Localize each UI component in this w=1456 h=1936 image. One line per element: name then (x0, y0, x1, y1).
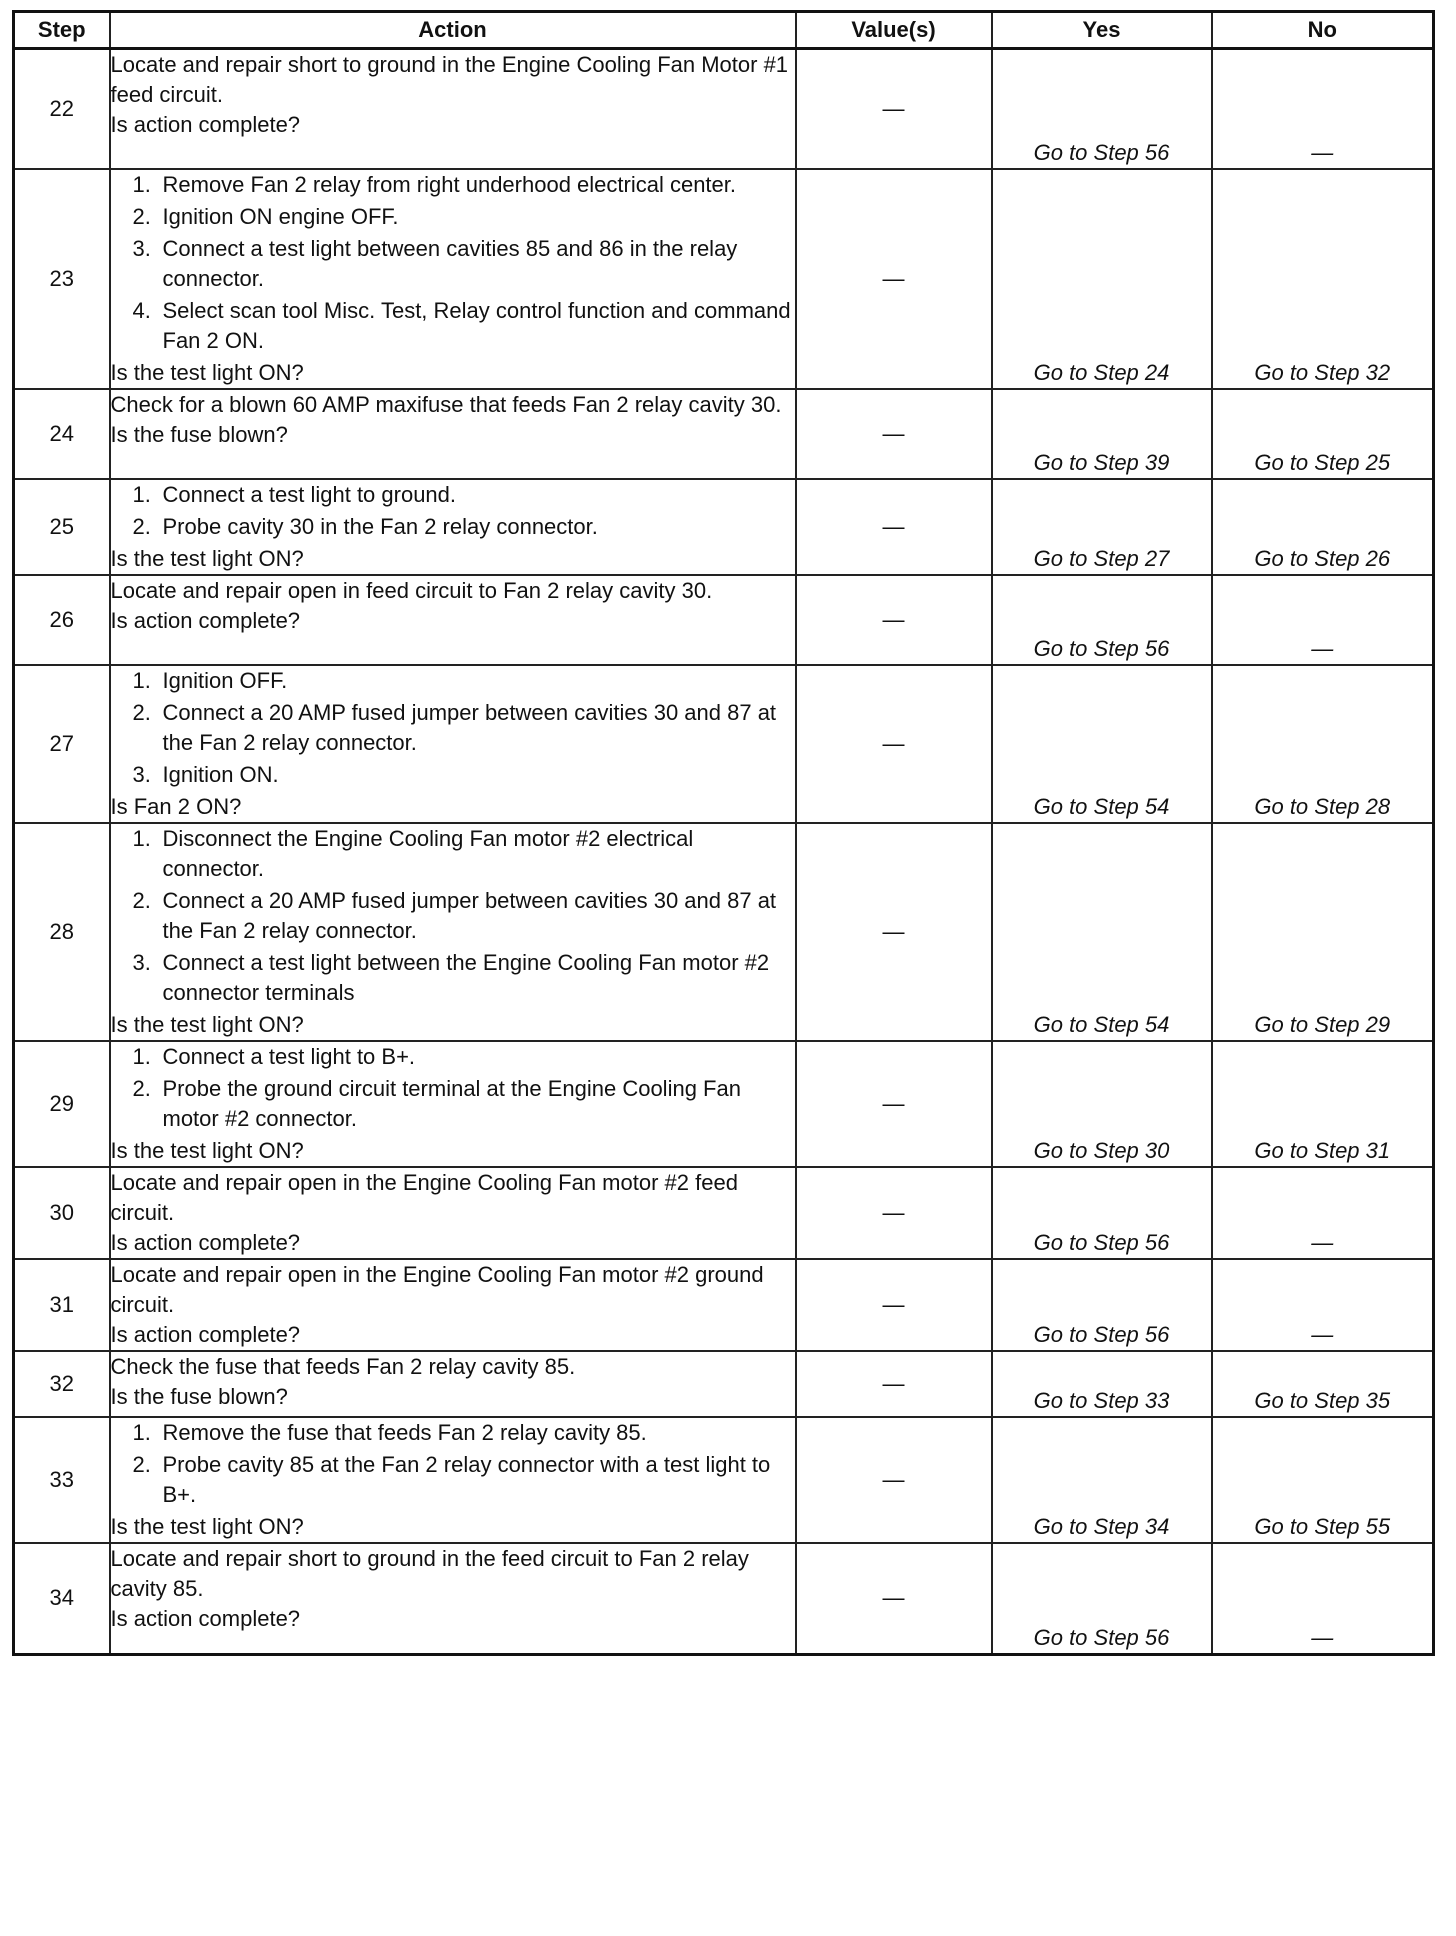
action-question: Is the test light ON? (110, 1137, 304, 1163)
action-step-number: 3. (132, 949, 151, 975)
action-question: Is action complete? (110, 1229, 301, 1255)
diagnostic-table (12, 10, 1435, 1656)
action-question: Is action complete? (110, 1321, 301, 1347)
step-number: 23 (14, 169, 110, 389)
table-row (14, 1259, 1434, 1351)
action-step-number: 2. (132, 513, 151, 539)
value-cell: — (796, 575, 992, 665)
step-number: 27 (14, 665, 110, 823)
yes-cell: Go to Step 56 (992, 1259, 1212, 1351)
action-step-item (111, 1074, 795, 1134)
value-cell: — (796, 49, 992, 169)
table-row (14, 1543, 1434, 1655)
no-cell: Go to Step 25 (1212, 389, 1434, 479)
action-text: Locate and repair open in the Engine Cooling Fan motor #2 ground circuit. (110, 1261, 764, 1317)
action-step-item (111, 824, 795, 884)
action-step-number: 1. (132, 1419, 151, 1445)
step-number: 22 (14, 49, 110, 169)
action-step-number: 4. (132, 297, 151, 323)
yes-cell: Go to Step 30 (992, 1041, 1212, 1167)
header-action: Action (110, 12, 796, 49)
table-row (14, 665, 1434, 823)
action-question: Is the fuse blown? (110, 421, 288, 447)
action-question: Is the test light ON? (110, 545, 304, 571)
action-step-number: 1. (132, 171, 151, 197)
value-cell: — (796, 1351, 992, 1417)
action-text: Locate and repair open in the Engine Cooling Fan motor #2 feed circuit. (110, 1169, 738, 1225)
value-cell: — (796, 389, 992, 479)
table-row (14, 1417, 1434, 1543)
action-question: Is the test light ON? (110, 359, 304, 385)
action-step-item (111, 170, 795, 200)
yes-cell: Go to Step 54 (992, 823, 1212, 1041)
yes-cell: Go to Step 56 (992, 1167, 1212, 1259)
action-cell (110, 665, 796, 823)
yes-cell: Go to Step 56 (992, 575, 1212, 665)
action-step-item (111, 480, 795, 510)
no-cell: — (1212, 575, 1434, 665)
action-step-number: 3. (132, 761, 151, 787)
action-cell (110, 1351, 796, 1417)
action-cell (110, 1259, 796, 1351)
table-row (14, 389, 1434, 479)
yes-cell: Go to Step 56 (992, 1543, 1212, 1655)
step-number: 25 (14, 479, 110, 575)
action-step-text: Connect a test light between the Engine Cooling Fan motor #2 connector terminals (162, 949, 770, 1005)
action-step-number: 2. (132, 887, 151, 913)
action-step-item (111, 296, 795, 356)
action-question: Is action complete? (110, 1605, 301, 1631)
action-step-text: Connect a test light to ground. (162, 481, 457, 507)
action-step-item (111, 666, 795, 696)
action-text: Locate and repair short to ground in the Engine Cooling Fan Motor #1 feed circuit. (110, 52, 789, 107)
action-cell (110, 169, 796, 389)
action-step-text: Connect a 20 AMP fused jumper between cavities 30 and 87 at the Fan 2 relay connector. (162, 887, 777, 943)
step-number: 29 (14, 1041, 110, 1167)
action-step-text: Disconnect the Engine Cooling Fan motor #2 electrical connector. (162, 825, 694, 881)
yes-cell: Go to Step 54 (992, 665, 1212, 823)
action-question: Is action complete? (110, 112, 301, 137)
action-step-text: Connect a test light to B+. (162, 1043, 416, 1069)
step-number: 24 (14, 389, 110, 479)
action-steps (111, 1042, 795, 1134)
no-cell: Go to Step 32 (1212, 169, 1434, 389)
action-step-number: 1. (132, 1043, 151, 1069)
action-step-text: Remove the fuse that feeds Fan 2 relay cavity 85. (162, 1419, 647, 1445)
no-cell: Go to Step 31 (1212, 1041, 1434, 1167)
value-cell: — (796, 1041, 992, 1167)
table-row (14, 49, 1434, 169)
step-number: 31 (14, 1259, 110, 1351)
header-step: Step (14, 12, 110, 49)
header-values: Value(s) (796, 12, 992, 49)
action-step-item (111, 1042, 795, 1072)
no-cell: Go to Step 29 (1212, 823, 1434, 1041)
no-cell: Go to Step 28 (1212, 665, 1434, 823)
table-row (14, 1167, 1434, 1259)
value-cell: — (796, 1417, 992, 1543)
yes-cell: Go to Step 33 (992, 1351, 1212, 1417)
table-header (14, 12, 1434, 49)
action-text: Check the fuse that feeds Fan 2 relay cavity 85. (110, 1353, 576, 1379)
action-step-number: 1. (132, 481, 151, 507)
action-cell (110, 1167, 796, 1259)
yes-cell: Go to Step 56 (992, 49, 1212, 169)
action-text: Locate and repair short to ground in the feed circuit to Fan 2 relay cavity 85. (110, 1545, 749, 1601)
value-cell: — (796, 823, 992, 1041)
action-step-item (111, 698, 795, 758)
step-number: 34 (14, 1543, 110, 1655)
no-cell: Go to Step 35 (1212, 1351, 1434, 1417)
action-step-number: 1. (132, 667, 151, 693)
action-steps (111, 170, 795, 356)
action-step-text: Connect a test light between cavities 85 and 86 in the relay connector. (162, 235, 738, 291)
action-cell (110, 389, 796, 479)
no-cell: — (1212, 1167, 1434, 1259)
table-row (14, 823, 1434, 1041)
action-cell (110, 823, 796, 1041)
value-cell: — (796, 665, 992, 823)
action-question: Is action complete? (110, 607, 301, 633)
yes-cell: Go to Step 39 (992, 389, 1212, 479)
action-text: Check for a blown 60 AMP maxifuse that feeds Fan 2 relay cavity 30. (110, 391, 782, 417)
action-step-number: 2. (132, 699, 151, 725)
action-step-number: 2. (132, 1451, 151, 1477)
action-step-item (111, 234, 795, 294)
yes-cell: Go to Step 27 (992, 479, 1212, 575)
action-cell (110, 1543, 796, 1655)
action-steps (111, 1418, 795, 1510)
value-cell: — (796, 479, 992, 575)
action-step-item (111, 948, 795, 1008)
yes-cell: Go to Step 34 (992, 1417, 1212, 1543)
action-step-number: 3. (132, 235, 151, 261)
action-step-text: Connect a 20 AMP fused jumper between cavities 30 and 87 at the Fan 2 relay connector. (162, 699, 777, 755)
action-step-item (111, 1450, 795, 1510)
action-step-text: Select scan tool Misc. Test, Relay control function and command Fan 2 ON. (162, 297, 791, 353)
step-number: 28 (14, 823, 110, 1041)
no-cell: — (1212, 1259, 1434, 1351)
action-steps (111, 666, 795, 790)
action-cell (110, 575, 796, 665)
no-cell: — (1212, 49, 1434, 169)
header-no: No (1212, 12, 1434, 49)
action-cell (110, 1041, 796, 1167)
action-cell (110, 479, 796, 575)
step-number: 30 (14, 1167, 110, 1259)
action-question: Is the test light ON? (110, 1513, 304, 1539)
no-cell: Go to Step 26 (1212, 479, 1434, 575)
value-cell: — (796, 1259, 992, 1351)
yes-cell: Go to Step 24 (992, 169, 1212, 389)
no-cell: Go to Step 55 (1212, 1417, 1434, 1543)
step-number: 32 (14, 1351, 110, 1417)
value-cell: — (796, 1543, 992, 1655)
action-step-item (111, 512, 795, 542)
value-cell: — (796, 1167, 992, 1259)
action-cell (110, 1417, 796, 1543)
table-row (14, 1351, 1434, 1417)
action-question: Is the test light ON? (110, 1011, 304, 1037)
action-question: Is Fan 2 ON? (110, 793, 242, 819)
action-step-number: 1. (132, 825, 151, 851)
table-row (14, 169, 1434, 389)
header-yes: Yes (992, 12, 1212, 49)
action-step-item (111, 760, 795, 790)
action-steps (111, 480, 795, 542)
action-cell (110, 49, 796, 169)
action-step-text: Ignition ON. (162, 761, 279, 787)
action-step-item (111, 202, 795, 232)
table-row (14, 575, 1434, 665)
value-cell: — (796, 169, 992, 389)
action-text: Locate and repair open in feed circuit to Fan 2 relay cavity 30. (110, 577, 713, 603)
action-step-text: Ignition OFF. (162, 667, 288, 693)
action-step-text: Remove Fan 2 relay from right underhood electrical center. (162, 171, 737, 197)
action-step-number: 2. (132, 203, 151, 229)
table-body (14, 49, 1434, 1655)
action-step-text: Ignition ON engine OFF. (162, 203, 399, 229)
action-step-number: 2. (132, 1075, 151, 1101)
step-number: 26 (14, 575, 110, 665)
no-cell: — (1212, 1543, 1434, 1655)
action-question: Is the fuse blown? (110, 1383, 288, 1409)
action-step-text: Probe cavity 30 in the Fan 2 relay connector. (162, 513, 598, 539)
table-row (14, 479, 1434, 575)
step-number: 33 (14, 1417, 110, 1543)
header-row (14, 12, 1434, 49)
table-row (14, 1041, 1434, 1167)
action-steps (111, 824, 795, 1008)
action-step-text: Probe the ground circuit terminal at the Engine Cooling Fan motor #2 connector. (162, 1075, 741, 1131)
action-step-item (111, 1418, 795, 1448)
action-step-item (111, 886, 795, 946)
action-step-text: Probe cavity 85 at the Fan 2 relay connector with a test light to B+. (162, 1451, 771, 1507)
